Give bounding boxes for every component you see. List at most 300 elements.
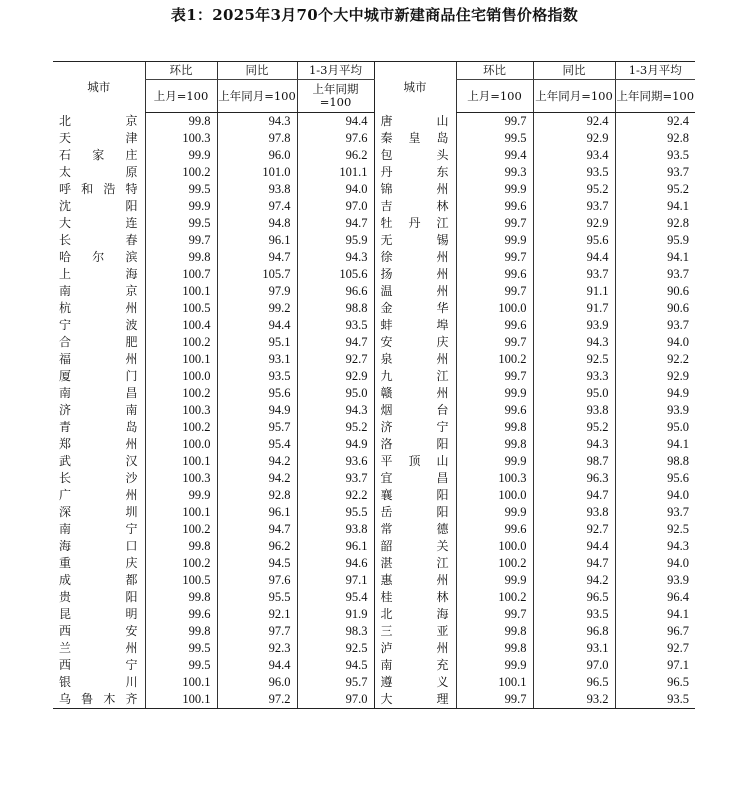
right-yoy-cell: 91.7 — [533, 300, 615, 317]
left-city-cell: 贵阳 — [59, 590, 138, 604]
header-yoy-left: 同比 — [217, 62, 297, 80]
table-row — [53, 164, 695, 181]
right-yoy-cell: 94.4 — [533, 538, 615, 555]
left-mom-cell: 99.5 — [145, 640, 217, 657]
left-yoy-cell: 97.4 — [217, 198, 297, 215]
left-city-cell: 石家庄 — [59, 148, 138, 162]
right-avg-cell: 93.7 — [615, 317, 695, 334]
table-row — [53, 691, 695, 709]
table-row — [53, 572, 695, 589]
left-avg-cell: 94.0 — [297, 181, 374, 198]
right-yoy-cell: 95.2 — [533, 181, 615, 198]
left-yoy-cell: 95.1 — [217, 334, 297, 351]
left-city-cell: 南京 — [59, 284, 138, 298]
right-yoy-cell: 93.8 — [533, 504, 615, 521]
right-yoy-cell: 98.7 — [533, 453, 615, 470]
left-city-cell: 武汉 — [59, 454, 138, 468]
left-mom-cell: 99.9 — [145, 147, 217, 164]
left-yoy-cell: 96.0 — [217, 674, 297, 691]
right-yoy-cell: 93.7 — [533, 198, 615, 215]
right-city-cell: 锦州 — [374, 181, 456, 198]
left-avg-cell: 101.1 — [297, 164, 374, 181]
left-mom-cell: 100.1 — [145, 283, 217, 300]
right-yoy-cell: 92.7 — [533, 521, 615, 538]
right-yoy-cell: 94.7 — [533, 487, 615, 504]
right-yoy-cell: 93.4 — [533, 147, 615, 164]
left-avg-cell: 94.7 — [297, 334, 374, 351]
right-avg-cell: 95.9 — [615, 232, 695, 249]
table-row — [53, 436, 695, 453]
left-mom-cell: 100.1 — [145, 504, 217, 521]
left-mom-cell: 99.9 — [145, 487, 217, 504]
left-mom-cell: 100.2 — [145, 385, 217, 402]
left-avg-cell: 96.2 — [297, 147, 374, 164]
left-city-cell: 沈阳 — [59, 199, 138, 213]
left-yoy-cell: 101.0 — [217, 164, 297, 181]
right-city-cell: 遵义 — [374, 674, 456, 691]
table-row — [53, 113, 695, 131]
left-yoy-cell: 96.2 — [217, 538, 297, 555]
left-city-cell: 呼和浩特 — [59, 182, 138, 196]
right-avg-cell: 90.6 — [615, 283, 695, 300]
right-avg-cell: 93.7 — [615, 504, 695, 521]
left-city-cell: 福州 — [59, 352, 138, 366]
header-avg-right: 1-3月平均 — [615, 62, 695, 80]
table-row — [53, 300, 695, 317]
left-avg-cell: 94.3 — [297, 249, 374, 266]
left-mom-cell: 100.1 — [145, 691, 217, 709]
right-mom-cell: 99.7 — [456, 249, 533, 266]
right-city-cell: 牡丹江 — [374, 215, 456, 232]
left-yoy-cell: 95.4 — [217, 436, 297, 453]
right-yoy-cell: 97.0 — [533, 657, 615, 674]
left-yoy-cell: 92.3 — [217, 640, 297, 657]
right-city-cell: 北海 — [374, 606, 456, 623]
right-mom-cell: 99.9 — [456, 181, 533, 198]
left-mom-cell: 100.3 — [145, 402, 217, 419]
right-yoy-cell: 93.8 — [533, 402, 615, 419]
header-avg-base-right: 上年同期=100 — [615, 80, 695, 113]
left-mom-cell: 100.5 — [145, 300, 217, 317]
left-city-cell: 成都 — [59, 573, 138, 587]
left-city-cell: 银川 — [59, 675, 138, 689]
right-mom-cell: 99.6 — [456, 521, 533, 538]
right-mom-cell: 100.2 — [456, 351, 533, 368]
right-yoy-cell: 96.5 — [533, 674, 615, 691]
right-avg-cell: 94.0 — [615, 555, 695, 572]
right-city-cell: 三亚 — [374, 623, 456, 640]
left-avg-cell: 94.7 — [297, 215, 374, 232]
left-yoy-cell: 95.7 — [217, 419, 297, 436]
left-avg-cell: 93.7 — [297, 470, 374, 487]
right-avg-cell: 93.9 — [615, 572, 695, 589]
price-index-table — [53, 61, 695, 709]
table-row — [53, 487, 695, 504]
right-avg-cell: 97.1 — [615, 657, 695, 674]
left-yoy-cell: 94.5 — [217, 555, 297, 572]
left-yoy-cell: 93.8 — [217, 181, 297, 198]
right-city-cell: 九江 — [374, 368, 456, 385]
right-avg-cell: 94.0 — [615, 487, 695, 504]
left-yoy-cell: 94.7 — [217, 521, 297, 538]
left-yoy-cell: 92.1 — [217, 606, 297, 623]
left-yoy-cell: 93.5 — [217, 368, 297, 385]
table-row — [53, 470, 695, 487]
left-mom-cell: 99.5 — [145, 657, 217, 674]
left-city-cell: 济南 — [59, 403, 138, 417]
table-row — [53, 334, 695, 351]
left-yoy-cell: 97.7 — [217, 623, 297, 640]
left-mom-cell: 100.1 — [145, 674, 217, 691]
right-mom-cell: 99.6 — [456, 317, 533, 334]
left-yoy-cell: 93.1 — [217, 351, 297, 368]
right-avg-cell: 94.1 — [615, 436, 695, 453]
left-mom-cell: 100.1 — [145, 453, 217, 470]
right-avg-cell: 94.9 — [615, 385, 695, 402]
left-avg-cell: 94.3 — [297, 402, 374, 419]
left-mom-cell: 100.7 — [145, 266, 217, 283]
right-avg-cell: 95.0 — [615, 419, 695, 436]
right-mom-cell: 99.7 — [456, 606, 533, 623]
left-avg-cell: 98.3 — [297, 623, 374, 640]
left-yoy-cell: 97.2 — [217, 691, 297, 709]
right-avg-cell: 96.4 — [615, 589, 695, 606]
left-avg-cell: 95.5 — [297, 504, 374, 521]
left-avg-cell: 97.6 — [297, 130, 374, 147]
left-avg-cell: 95.4 — [297, 589, 374, 606]
left-city-cell: 长沙 — [59, 471, 138, 485]
table-row — [53, 640, 695, 657]
header-mom-base-left: 上月=100 — [145, 80, 217, 113]
table-row — [53, 351, 695, 368]
right-mom-cell: 100.2 — [456, 555, 533, 572]
left-mom-cell: 99.8 — [145, 113, 217, 131]
right-mom-cell: 99.8 — [456, 436, 533, 453]
right-city-cell: 吉林 — [374, 198, 456, 215]
right-mom-cell: 99.6 — [456, 266, 533, 283]
left-mom-cell: 100.4 — [145, 317, 217, 334]
left-avg-cell: 92.9 — [297, 368, 374, 385]
left-city-cell: 海口 — [59, 539, 138, 553]
right-city-cell: 济宁 — [374, 419, 456, 436]
left-avg-cell: 95.7 — [297, 674, 374, 691]
right-avg-cell: 92.5 — [615, 521, 695, 538]
right-avg-cell: 94.1 — [615, 249, 695, 266]
right-city-cell: 大理 — [374, 691, 456, 709]
left-avg-cell: 96.1 — [297, 538, 374, 555]
left-mom-cell: 99.5 — [145, 181, 217, 198]
right-avg-cell: 94.1 — [615, 198, 695, 215]
right-mom-cell: 99.6 — [456, 402, 533, 419]
left-yoy-cell: 95.6 — [217, 385, 297, 402]
left-avg-cell: 94.6 — [297, 555, 374, 572]
right-city-cell: 平顶山 — [374, 453, 456, 470]
left-avg-cell: 92.5 — [297, 640, 374, 657]
right-city-cell: 岳阳 — [374, 504, 456, 521]
right-avg-cell: 96.5 — [615, 674, 695, 691]
right-city-cell: 惠州 — [374, 572, 456, 589]
left-mom-cell: 99.8 — [145, 538, 217, 555]
left-mom-cell: 100.2 — [145, 334, 217, 351]
left-city-cell: 杭州 — [59, 301, 138, 315]
left-mom-cell: 99.7 — [145, 232, 217, 249]
table-row — [53, 130, 695, 147]
table-row — [53, 368, 695, 385]
table-row — [53, 147, 695, 164]
left-city-cell: 西安 — [59, 624, 138, 638]
right-city-cell: 泸州 — [374, 640, 456, 657]
left-city-cell: 宁波 — [59, 318, 138, 332]
right-yoy-cell: 93.9 — [533, 317, 615, 334]
right-city-cell: 扬州 — [374, 266, 456, 283]
table-row — [53, 504, 695, 521]
left-city-cell: 天津 — [59, 131, 138, 145]
left-yoy-cell: 94.4 — [217, 657, 297, 674]
right-avg-cell: 94.1 — [615, 606, 695, 623]
left-city-cell: 厦门 — [59, 369, 138, 383]
left-city-cell: 乌鲁木齐 — [53, 691, 145, 709]
table-row — [53, 538, 695, 555]
right-mom-cell: 99.6 — [456, 198, 533, 215]
right-avg-cell: 93.5 — [615, 147, 695, 164]
left-yoy-cell: 92.8 — [217, 487, 297, 504]
right-yoy-cell: 96.3 — [533, 470, 615, 487]
right-mom-cell: 99.7 — [456, 215, 533, 232]
right-city-cell: 泉州 — [374, 351, 456, 368]
right-avg-cell: 93.9 — [615, 402, 695, 419]
right-city-cell: 丹东 — [374, 164, 456, 181]
header-city-left: 城市 — [53, 62, 145, 113]
left-city-cell: 重庆 — [59, 556, 138, 570]
right-yoy-cell: 92.4 — [533, 113, 615, 131]
left-city-cell: 深圳 — [59, 505, 138, 519]
left-city-cell: 合肥 — [59, 335, 138, 349]
right-yoy-cell: 95.6 — [533, 232, 615, 249]
right-yoy-cell: 94.2 — [533, 572, 615, 589]
right-mom-cell: 99.9 — [456, 385, 533, 402]
left-city-cell: 郑州 — [59, 437, 138, 451]
left-yoy-cell: 94.2 — [217, 453, 297, 470]
left-avg-cell: 105.6 — [297, 266, 374, 283]
left-city-cell: 兰州 — [59, 641, 138, 655]
left-yoy-cell: 105.7 — [217, 266, 297, 283]
left-avg-cell: 96.6 — [297, 283, 374, 300]
right-yoy-cell: 94.4 — [533, 249, 615, 266]
right-mom-cell: 99.7 — [456, 113, 533, 131]
right-avg-cell: 93.7 — [615, 164, 695, 181]
right-city-cell: 韶关 — [374, 538, 456, 555]
table-row — [53, 419, 695, 436]
right-mom-cell: 99.8 — [456, 419, 533, 436]
right-mom-cell: 99.5 — [456, 130, 533, 147]
right-yoy-cell: 92.5 — [533, 351, 615, 368]
right-mom-cell: 99.4 — [456, 147, 533, 164]
left-mom-cell: 100.0 — [145, 368, 217, 385]
table-row — [53, 283, 695, 300]
header-mom-base-right: 上月=100 — [456, 80, 533, 113]
left-yoy-cell: 94.3 — [217, 113, 297, 131]
header-mom-left: 环比 — [145, 62, 217, 80]
right-yoy-cell: 93.5 — [533, 164, 615, 181]
right-avg-cell: 92.8 — [615, 215, 695, 232]
table-row — [53, 249, 695, 266]
right-city-cell: 襄阳 — [374, 487, 456, 504]
right-mom-cell: 99.9 — [456, 232, 533, 249]
right-mom-cell: 100.0 — [456, 487, 533, 504]
right-avg-cell: 95.6 — [615, 470, 695, 487]
left-mom-cell: 99.8 — [145, 623, 217, 640]
right-mom-cell: 99.8 — [456, 623, 533, 640]
left-city-cell: 北京 — [59, 113, 138, 128]
header-yoy-right: 同比 — [533, 62, 615, 80]
right-yoy-cell: 93.3 — [533, 368, 615, 385]
left-yoy-cell: 97.6 — [217, 572, 297, 589]
right-mom-cell: 99.7 — [456, 368, 533, 385]
right-yoy-cell: 92.9 — [533, 215, 615, 232]
left-mom-cell: 100.5 — [145, 572, 217, 589]
right-city-cell: 洛阳 — [374, 436, 456, 453]
right-mom-cell: 99.7 — [456, 283, 533, 300]
right-city-cell: 唐山 — [374, 113, 456, 131]
left-mom-cell: 100.2 — [145, 555, 217, 572]
table-row — [53, 657, 695, 674]
left-mom-cell: 100.3 — [145, 130, 217, 147]
right-yoy-cell: 94.3 — [533, 334, 615, 351]
right-mom-cell: 99.9 — [456, 453, 533, 470]
header-avg-left: 1-3月平均 — [297, 62, 374, 80]
right-mom-cell: 100.3 — [456, 470, 533, 487]
left-yoy-cell: 94.7 — [217, 249, 297, 266]
left-avg-cell: 92.2 — [297, 487, 374, 504]
right-yoy-cell: 95.0 — [533, 385, 615, 402]
right-city-cell: 温州 — [374, 283, 456, 300]
left-city-cell: 大连 — [59, 216, 138, 230]
left-avg-cell: 94.9 — [297, 436, 374, 453]
table-row — [53, 198, 695, 215]
right-mom-cell: 100.0 — [456, 300, 533, 317]
right-city-cell: 桂林 — [374, 589, 456, 606]
left-yoy-cell: 94.9 — [217, 402, 297, 419]
right-city-cell: 无锡 — [374, 232, 456, 249]
right-mom-cell: 99.8 — [456, 640, 533, 657]
left-avg-cell: 94.5 — [297, 657, 374, 674]
right-mom-cell: 100.1 — [456, 674, 533, 691]
right-city-cell: 金华 — [374, 300, 456, 317]
left-yoy-cell: 99.2 — [217, 300, 297, 317]
right-yoy-cell: 95.2 — [533, 419, 615, 436]
left-avg-cell: 91.9 — [297, 606, 374, 623]
table-row — [53, 555, 695, 572]
left-avg-cell: 92.7 — [297, 351, 374, 368]
left-avg-cell: 95.0 — [297, 385, 374, 402]
left-avg-cell: 95.9 — [297, 232, 374, 249]
left-city-cell: 青岛 — [59, 420, 138, 434]
table-row — [53, 232, 695, 249]
left-yoy-cell: 96.1 — [217, 504, 297, 521]
right-yoy-cell: 93.2 — [533, 691, 615, 709]
table-row — [53, 453, 695, 470]
header-city-right: 城市 — [374, 62, 456, 113]
left-mom-cell: 99.6 — [145, 606, 217, 623]
left-mom-cell: 100.2 — [145, 164, 217, 181]
table-row — [53, 385, 695, 402]
right-avg-cell: 92.4 — [615, 113, 695, 131]
right-mom-cell: 100.2 — [456, 589, 533, 606]
left-avg-cell: 98.8 — [297, 300, 374, 317]
left-avg-cell: 97.0 — [297, 691, 374, 709]
right-city-cell: 蚌埠 — [374, 317, 456, 334]
right-avg-cell: 93.7 — [615, 266, 695, 283]
right-avg-cell: 95.2 — [615, 181, 695, 198]
right-yoy-cell: 93.5 — [533, 606, 615, 623]
right-yoy-cell: 96.8 — [533, 623, 615, 640]
left-mom-cell: 99.5 — [145, 215, 217, 232]
right-yoy-cell: 94.7 — [533, 555, 615, 572]
left-mom-cell: 100.0 — [145, 436, 217, 453]
right-avg-cell: 92.2 — [615, 351, 695, 368]
right-yoy-cell: 93.1 — [533, 640, 615, 657]
left-city-cell: 广州 — [59, 488, 138, 502]
left-city-cell: 长春 — [59, 233, 138, 247]
left-mom-cell: 100.2 — [145, 521, 217, 538]
left-city-cell: 太原 — [59, 165, 138, 179]
left-yoy-cell: 96.0 — [217, 147, 297, 164]
right-mom-cell: 99.9 — [456, 657, 533, 674]
table-row — [53, 589, 695, 606]
right-mom-cell: 99.7 — [456, 691, 533, 709]
right-mom-cell: 99.9 — [456, 504, 533, 521]
table-body — [53, 113, 695, 709]
left-city-cell: 西宁 — [59, 658, 138, 672]
left-yoy-cell: 97.8 — [217, 130, 297, 147]
table-row — [53, 623, 695, 640]
left-yoy-cell: 94.2 — [217, 470, 297, 487]
header-yoy-base-left: 上年同月=100 — [217, 80, 297, 113]
right-city-cell: 安庆 — [374, 334, 456, 351]
right-avg-cell: 96.7 — [615, 623, 695, 640]
right-mom-cell: 99.7 — [456, 334, 533, 351]
right-yoy-cell: 96.5 — [533, 589, 615, 606]
left-avg-cell: 93.6 — [297, 453, 374, 470]
table-row — [53, 181, 695, 198]
right-city-cell: 秦皇岛 — [374, 130, 456, 147]
right-avg-cell: 92.7 — [615, 640, 695, 657]
left-yoy-cell: 97.9 — [217, 283, 297, 300]
right-city-cell: 湛江 — [374, 555, 456, 572]
left-yoy-cell: 96.1 — [217, 232, 297, 249]
left-avg-cell: 93.5 — [297, 317, 374, 334]
right-avg-cell: 93.5 — [615, 691, 695, 709]
right-mom-cell: 99.9 — [456, 572, 533, 589]
left-mom-cell: 100.3 — [145, 470, 217, 487]
left-avg-cell: 93.8 — [297, 521, 374, 538]
right-mom-cell: 99.3 — [456, 164, 533, 181]
left-mom-cell: 99.8 — [145, 249, 217, 266]
right-yoy-cell: 91.1 — [533, 283, 615, 300]
right-city-cell: 徐州 — [374, 249, 456, 266]
left-yoy-cell: 95.5 — [217, 589, 297, 606]
header-yoy-base-right: 上年同月=100 — [533, 80, 615, 113]
left-mom-cell: 100.1 — [145, 351, 217, 368]
left-mom-cell: 99.8 — [145, 589, 217, 606]
right-avg-cell: 92.8 — [615, 130, 695, 147]
header-mom-right: 环比 — [456, 62, 533, 80]
table-title: 表1：2025年3月70个大中城市新建商品住宅销售价格指数 — [170, 6, 579, 24]
table-row — [53, 215, 695, 232]
right-city-cell: 包头 — [374, 147, 456, 164]
right-yoy-cell: 92.9 — [533, 130, 615, 147]
right-yoy-cell: 94.3 — [533, 436, 615, 453]
